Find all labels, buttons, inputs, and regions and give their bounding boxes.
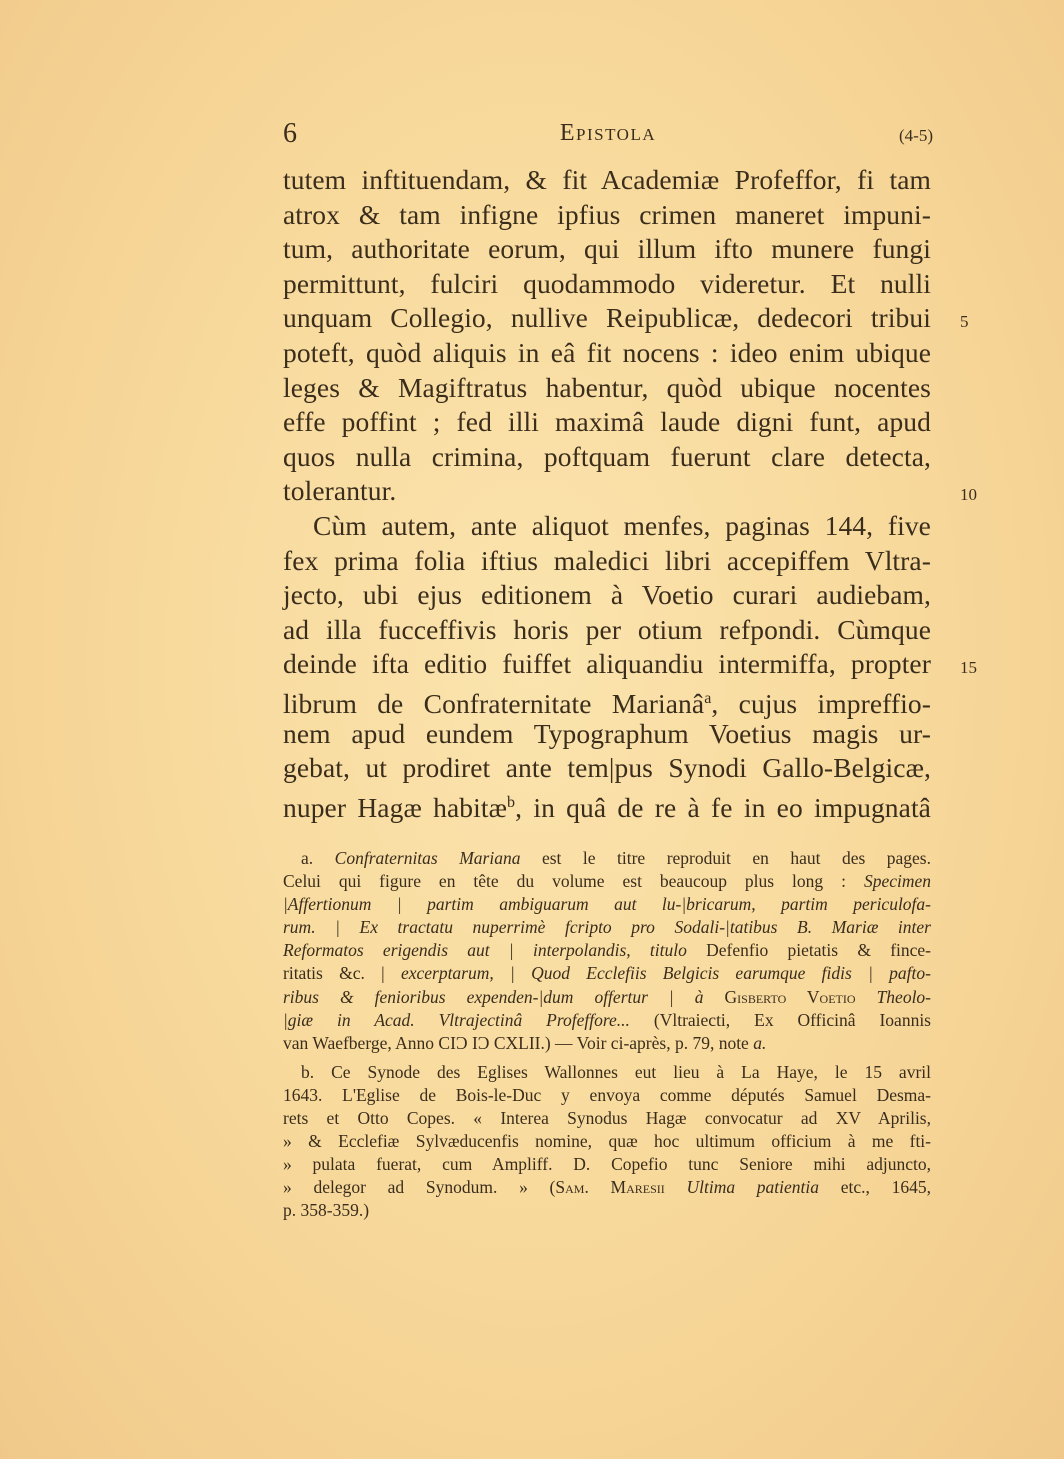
footnote-b-line [283, 1061, 931, 1084]
text-run: , in quâ de re à fe in eo impugnatâ [515, 791, 931, 823]
running-title: Epistola [559, 120, 657, 146]
text-line [283, 682, 932, 720]
footnote-text: Ultima patientia [664, 1177, 820, 1198]
footnote-b-line: p. 358-359.) [283, 1200, 370, 1221]
footnote-label: a. [301, 848, 314, 868]
footnote-text: Celui qui figure en tête du volume est beaucoup plus long : [283, 871, 864, 892]
footnote-b-line: rets et Otto Copes. « Interea Synodus Hagæ convocatur ad XV Aprilis, [283, 1108, 931, 1129]
text-line: deinde ifta editio fuiffet aliquandiu intermiffa, propter [283, 648, 931, 680]
footnote-text: ritatis &c. | [283, 963, 401, 984]
text-line: unquam Collegio, nullive Reipublicæ, dedecori tribui [283, 302, 931, 334]
footnote-text: est le titre reproduit en haut des pages. [520, 848, 931, 868]
footnote-a-line [283, 847, 931, 870]
footnote-a-line [283, 986, 931, 1009]
footnote-text: van Waefberge, Anno CIƆ IƆ CXLII.) — Voir ci-après, p. 79, note [283, 1032, 754, 1053]
footnote-text: Defenfio pietatis & fince- [686, 940, 931, 961]
footnote-text: (Vltraiecti, Ex Officinâ Ioannis [629, 1009, 931, 1030]
page-range: (4-5) [899, 126, 933, 145]
footnote-a-line [283, 1032, 931, 1055]
footnote-ref-a: a [704, 689, 712, 707]
text-line: tutem inftituendam, & fit Academiæ Profeffor, fi tam [283, 164, 931, 195]
footnote-ref-b: b [507, 793, 516, 811]
page-header [283, 118, 933, 150]
footnote-text: Ce Synode des Eglises Wallonnes eut lieu à La Haye, le 15 avril [331, 1061, 931, 1082]
footnote-text: Specimen [863, 871, 931, 892]
text-line: poteft, quòd aliquis in eâ fit nocens : ideo enim ubique [283, 336, 931, 368]
main-text [283, 163, 932, 823]
footnote-a-line [283, 962, 931, 985]
text-line: Cùm autem, ante aliquot menfes, paginas 144, five [313, 509, 931, 541]
footnotes [283, 847, 931, 1223]
line-number: 15 [960, 658, 977, 677]
text-run: nuper Hagæ habitæ [283, 791, 508, 823]
footnote-text: Reformatos erigendis aut | interpolandis, titulo [283, 940, 687, 961]
footnote-b-line: 1643. L'Eglise de Bois-le-Duc y envoya comme députés Samuel Desma- [283, 1084, 931, 1105]
text-line: fex prima folia iftius maledici libri accepiffem Vltra- [283, 544, 931, 576]
footnote-text: » delegor ad Synodum. » ( [283, 1177, 556, 1198]
footnote-a-line [283, 939, 931, 962]
text-line: tolerantur. [283, 475, 397, 507]
line-number: 10 [960, 485, 977, 504]
text-line: ad illa fucceffivis horis per otium refpondi. Cùmque [283, 613, 931, 645]
text-line: atrox & tam infigne ipfius crimen maneret impuni- [283, 198, 931, 230]
footnote-a-line [283, 1009, 931, 1032]
footnote-text: Theolo- [855, 986, 932, 1007]
footnote-b-line [283, 1176, 931, 1199]
footnote-text: excerptarum, | Quod Ecclefiis Belgicis earumque fidis | pafto- [400, 963, 931, 984]
footnote-a-line [283, 916, 931, 939]
footnote-b-line: » pulata fuerat, cum Ampliff. D. Copefio tunc Seniore mihi adjuncto, [283, 1154, 931, 1175]
text-line: permittunt, fulciri quodammodo videretur. Et nulli [283, 267, 931, 299]
line-number: 5 [960, 312, 969, 331]
text-line [283, 786, 931, 821]
text-line: quos nulla crimina, poftquam fuerunt clare detecta, [283, 440, 931, 472]
footnote-text: a. [753, 1032, 767, 1053]
footnote-text: Sam. Maresii [555, 1177, 665, 1198]
footnote-b-line: » & Ecclefiæ Sylvæducenfis nomine, quæ hoc ultimum officium à me fti- [283, 1131, 931, 1152]
text-line: leges & Magiftratus habentur, quòd ubique nocentes [283, 371, 931, 403]
footnote-text: Gisberto Voetio [703, 986, 856, 1007]
footnote-text: rum. | Ex tractatu nuperrimè fcripto pro Sodali-|tatibus B. Mariæ inter [283, 917, 931, 938]
footnote-a-line [283, 870, 931, 893]
text-line: effe poffint ; fed illi maximâ laude digni funt, apud [283, 406, 931, 438]
footnote-text: ribus & fenioribus expenden-|dum offertur | à [283, 986, 704, 1007]
text-run: librum de Confraternitate Marianâ [283, 688, 705, 720]
footnote-a-line [283, 893, 931, 916]
text-line: jecto, ubi ejus editionem à Voetio curari audiebam, [283, 579, 931, 611]
text-line: tum, authoritate eorum, qui illum ifto munere fungi [283, 233, 931, 265]
footnote-text: |Affertionum | partim ambiguarum aut lu-|bricarum, partim periculofa- [283, 894, 931, 915]
footnote-label: b. [301, 1061, 315, 1082]
text-run: , cujus impreffio- [711, 688, 932, 720]
footnote-text: |giæ in Acad. Vltrajectinâ Profeffore... [283, 1009, 630, 1030]
text-line: nem apud eundem Typographum Voetius magis ur- [283, 717, 931, 749]
page-number: 6 [283, 118, 297, 149]
text-line: gebat, ut prodiret ante tem|pus Synodi Gallo-Belgicæ, [283, 752, 931, 784]
footnote-text: Confraternitas Mariana [334, 848, 521, 868]
footnote-text: etc., 1645, [819, 1177, 931, 1198]
